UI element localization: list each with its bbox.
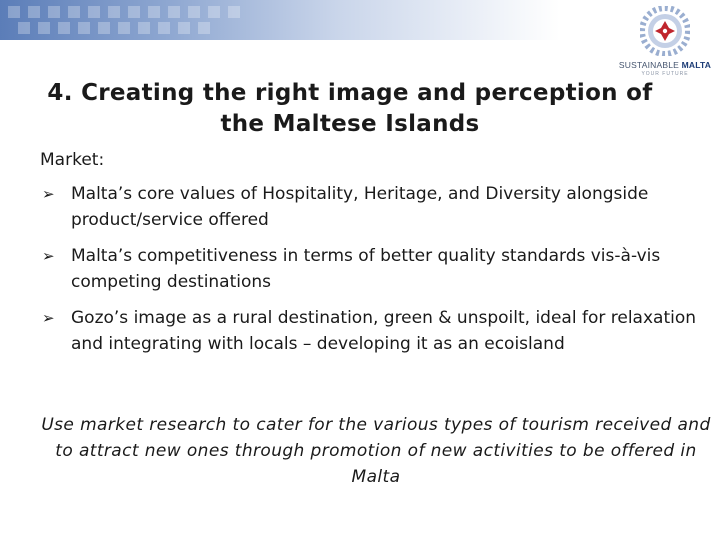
list-item: [40, 305, 710, 357]
arrow-bullet-icon: ➢: [42, 247, 55, 265]
bullet-text: Malta’s competitiveness in terms of better quality standards vis-à-vis competing destinations: [71, 246, 661, 292]
bullet-list: [40, 181, 710, 367]
malta-cross-emblem-icon: [640, 6, 690, 56]
slide-title: 4. Creating the right image and perception of the Maltese Islands: [47, 80, 653, 137]
logo-wordmark: SUSTAINABLE MALTA: [618, 60, 712, 70]
closing-note: Use market research to cater for the various types of tourism received and to attract new ones through promotion of new activities to be offered in Malta: [41, 415, 711, 487]
section-heading: Market:: [40, 150, 105, 170]
arrow-bullet-icon: ➢: [42, 309, 55, 327]
sustainable-malta-logo: [618, 6, 712, 78]
decorative-squares: [0, 0, 560, 40]
arrow-bullet-icon: ➢: [42, 185, 55, 203]
bullet-text: Malta’s core values of Hospitality, Heritage, and Diversity alongside product/service offered: [71, 184, 649, 230]
bullet-text: Gozo’s image as a rural destination, green & unspoilt, ideal for relaxation and integrating with locals – developing it as an ecoisland: [71, 308, 697, 354]
list-item: [40, 243, 710, 295]
logo-tagline: YOUR FUTURE: [641, 71, 689, 77]
list-item: [40, 181, 710, 233]
